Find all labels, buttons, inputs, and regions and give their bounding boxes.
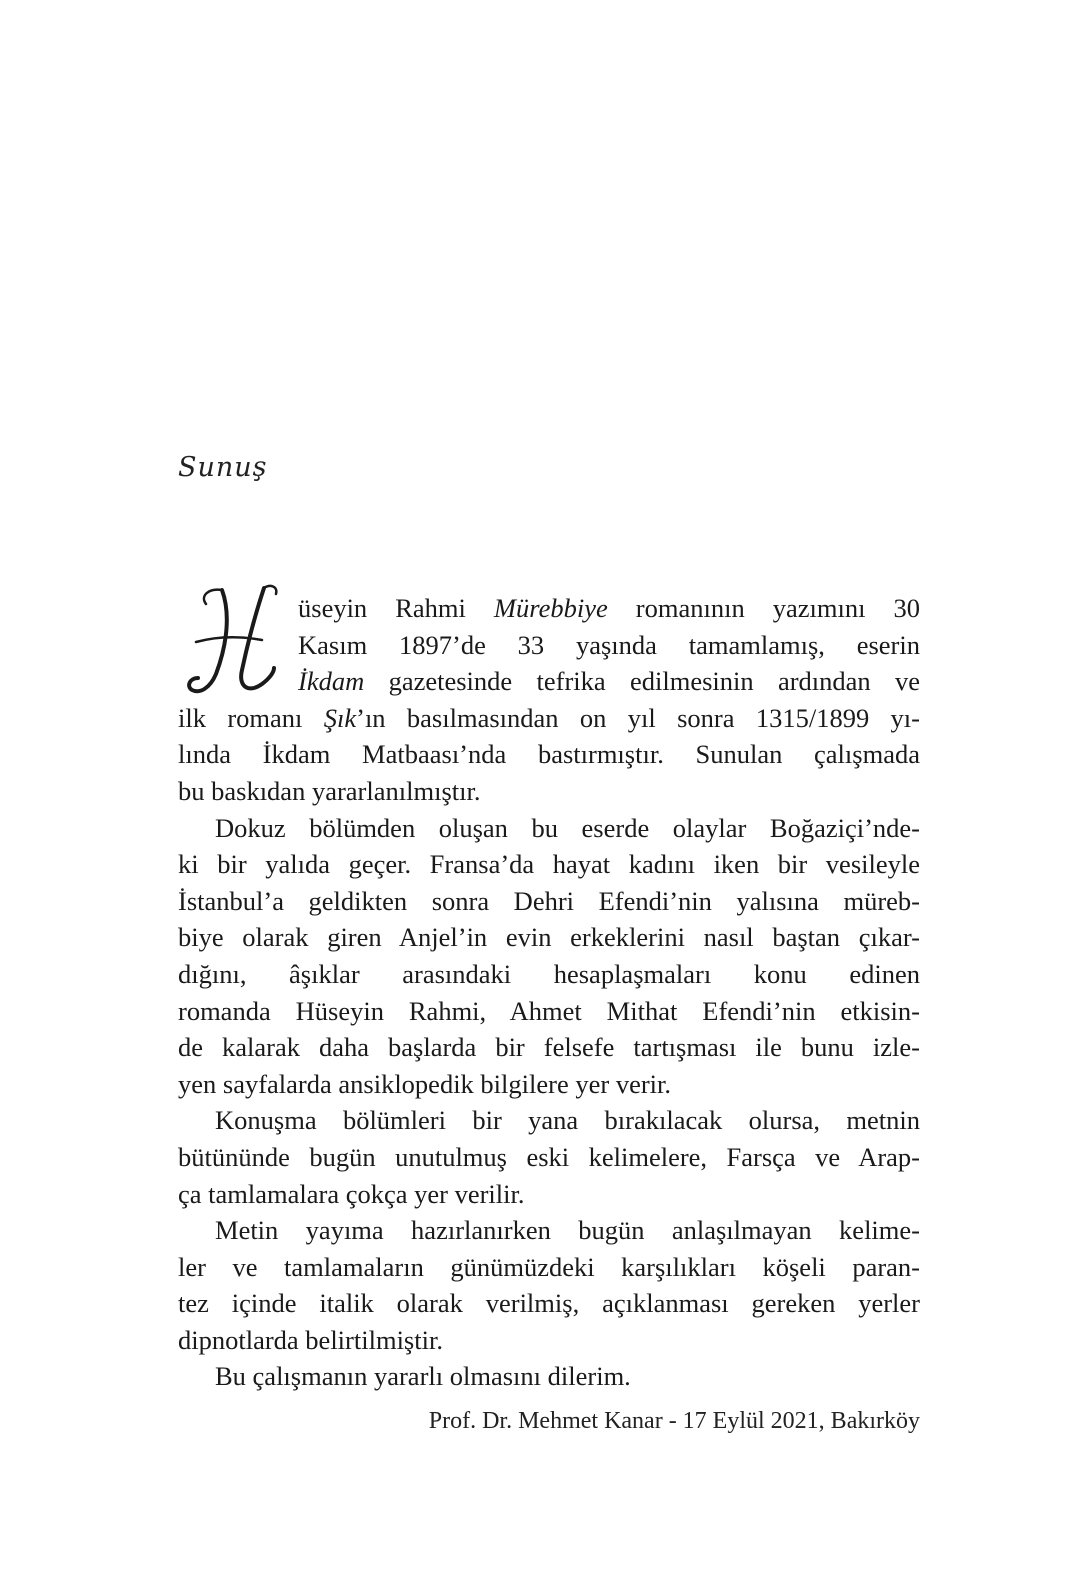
text-line (178, 1066, 920, 1103)
text-run: lında İkdam Matbaası’nda bastırmıştır. Sunulan çalışmada (178, 739, 920, 770)
text-run: ilk romanı (178, 702, 324, 733)
italic-title: Şık (323, 702, 357, 733)
text-line (298, 590, 920, 627)
text-line (178, 1322, 920, 1359)
text-line (178, 956, 920, 993)
text-run: ki bir yalıda geçer. Fransa’da hayat kadını iken bir vesileyle (178, 849, 920, 880)
text-line (178, 736, 920, 773)
text-run: Bu çalışmanın yararlı olmasını dilerim. (215, 1361, 631, 1392)
text-run: İstanbul’a geldikten sonra Dehri Efendi’nin yalısına müreb- (178, 885, 920, 916)
text-line (298, 663, 920, 700)
text-line (178, 810, 920, 847)
text-run: Dokuz bölümden oluşan bu eserde olaylar Boğaziçi’nde- (215, 812, 920, 843)
text-line (178, 1102, 920, 1139)
text-run: yen sayfalarda ansiklopedik bilgilere yer verir. (178, 1068, 672, 1099)
text-line (178, 1285, 920, 1322)
text-run: dığını, âşıklar arasındaki hesaplaşmaları konu edinen (178, 958, 920, 989)
text-run: Konuşma bölümleri bir yana bırakılacak olursa, metnin (215, 1105, 920, 1136)
text-line (178, 846, 920, 883)
text-run: ça tamlamalara çokça yer verilir. (178, 1178, 525, 1209)
text-line (298, 627, 920, 664)
italic-title: Mürebbiye (493, 593, 608, 623)
text-line (178, 1212, 920, 1249)
text-run: romanda Hüseyin Rahmi, Ahmet Mithat Efendi’nin etkisin- (178, 995, 920, 1026)
text-run: bütününde bugün unutulmuş eski kelimelere, Farsça ve Arap- (178, 1141, 920, 1172)
text-line (178, 1249, 920, 1286)
text-run: bu baskıdan yararlanılmıştır. (178, 775, 481, 806)
text-run: Metin yayıma hazırlanırken bugün anlaşılmayan kelime- (215, 1215, 920, 1246)
paragraph (178, 1212, 920, 1358)
text-line (178, 1029, 920, 1066)
text-run: dipnotlarda belirtilmiştir. (178, 1324, 443, 1355)
text-run: ler ve tamlamaların günümüzdeki karşılıkları köşeli paran- (178, 1251, 920, 1282)
paragraph (178, 1358, 920, 1395)
signature: Prof. Dr. Mehmet Kanar - 17 Eylül 2021, Bakırköy (428, 1408, 920, 1435)
paragraph (178, 590, 920, 810)
text-line (178, 1176, 920, 1213)
dropcap-letter (178, 582, 288, 702)
preface-body (178, 590, 920, 1440)
paragraph (178, 810, 920, 1103)
italic-title: İkdam (298, 666, 365, 697)
text-run: tez içinde italik olarak verilmiş, açıklanması gereken yerler (178, 1288, 920, 1319)
text-line (178, 1139, 920, 1176)
text-line (178, 1358, 920, 1395)
text-line (178, 700, 920, 737)
section-title: Sunuş (178, 452, 268, 483)
text-run: üseyin Rahmi (298, 593, 494, 623)
text-run: Kasım 1897’de 33 yaşında tamamlamış, eserin (298, 629, 920, 660)
text-run: gazetesinde tefrika edilmesinin ardından ve (364, 666, 920, 697)
text-run: romanının yazımını 30 (607, 593, 920, 623)
paragraph (178, 1102, 920, 1212)
paragraphs (178, 590, 920, 1395)
text-line (178, 883, 920, 920)
text-run: ’ın basılmasından on yıl sonra 1315/1899 yı- (356, 702, 920, 733)
dropcap-h-script-icon (178, 582, 288, 702)
text-line (178, 993, 920, 1030)
text-line (178, 773, 920, 810)
text-line (178, 919, 920, 956)
text-run: biye olarak giren Anjel’in evin erkeklerini nasıl baştan çıkar- (178, 922, 920, 953)
text-run: de kalarak daha başlarda bir felsefe tartışması ile bunu izle- (178, 1032, 920, 1063)
